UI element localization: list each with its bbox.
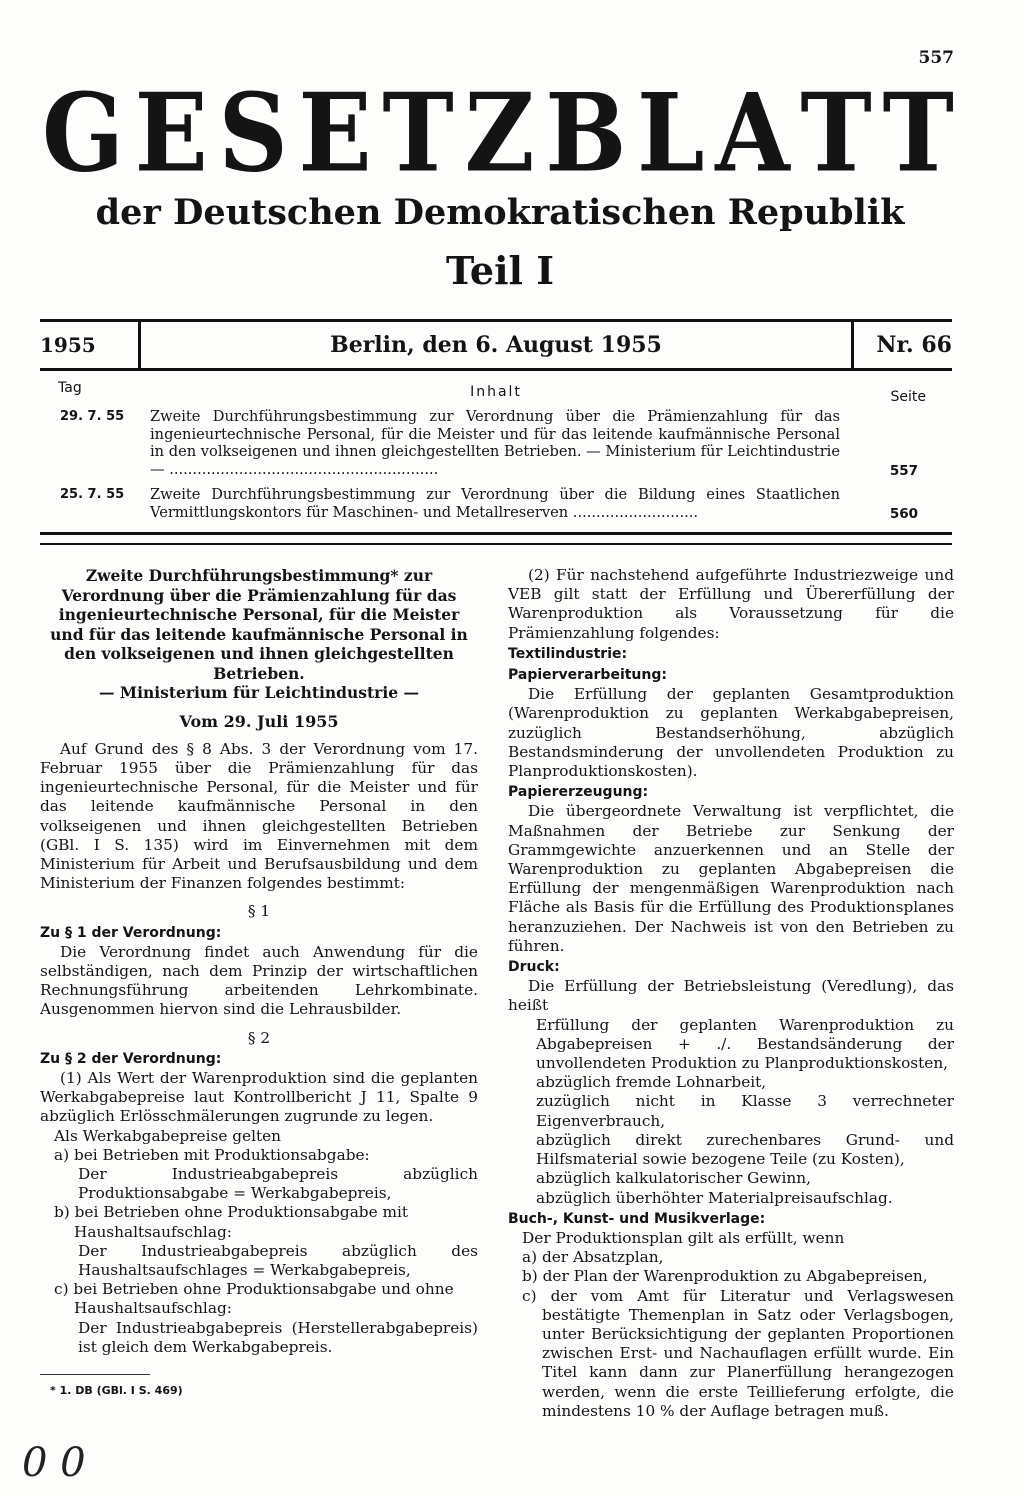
print-list-item: abzüglich überhöhter Materialpreisaufschlag.	[536, 1188, 893, 1207]
toc-entry	[40, 486, 952, 521]
item-b-heading: b) bei Betrieben ohne Produktionsabgabe mit Haushaltsaufschlag:	[54, 1203, 409, 1241]
print-list-item: abzüglich kalkulatorischer Gewinn,	[536, 1169, 811, 1188]
masthead-letter: Z	[464, 69, 535, 197]
paper-production-text: Die übergeordnete Verwaltung ist verpflichtet, die Maßnahmen der Betriebe zur Senkung der Grammgewichte anzuerkennen und an Stelle der Warenproduktion zu geplanten Abgabepreisen die Erfüllung der mengenmäßigen Warenproduktion nach Fläche als Basis für die Erfüllung des Produktionsplanes heranzuziehen. Der Nachweis ist von den Betrieben zu führen.	[508, 802, 954, 955]
paragraph-2: (2) Für nachstehend aufgeführte Industriezweige und VEB gilt statt der Erfüllung und Übererfüllung der Warenproduktion als Voraussetzung für die Prämienzahlung folgendes:	[508, 566, 954, 642]
publishers-item-a: a) der Absatzplan,	[522, 1248, 664, 1267]
section-2-paragraph-1: (1) Als Wert der Warenproduktion sind die geplanten Werkabgabepreise laut Kontrollbericht J 11, Spalte 9 abzüglich Erlösschmälerungen zugrunde zu legen.	[40, 1068, 478, 1126]
toc-entry-page: 557	[889, 462, 918, 479]
item-c-heading: c) bei Betrieben ohne Produktionsabgabe und ohne Haushaltsaufschlag:	[54, 1280, 454, 1318]
issue-place-date: Berlin, den 6. August 1955	[138, 322, 854, 368]
section-1-text: Die Verordnung findet auch Anwendung für die selbständigen, nach dem Prinzip der wirtschaftlichen Rechnungsführung arbeitenden Lehrkombinate. Ausgenommen hiervon sind die Lehrausbilder.	[40, 942, 478, 1019]
toc-entry	[40, 408, 952, 478]
section-2-subheading: Zu § 2 der Verordnung:	[40, 1050, 222, 1067]
toc-contents-label: Inhalt	[470, 384, 522, 400]
masthead-letter: A	[715, 69, 790, 197]
toc-entry-date: 29. 7. 55	[60, 409, 125, 424]
left-column	[40, 566, 478, 1357]
print-list-item: abzüglich fremde Lohnarbeit,	[536, 1073, 767, 1092]
print-heading: Druck:	[508, 959, 560, 976]
toc-entry-page: 560	[889, 505, 918, 522]
masthead-subtitle: der Deutschen Demokratischen Republik	[95, 192, 905, 233]
toc-header	[40, 380, 952, 408]
item-b-text: Der Industrieabgabepreis abzüglich des Haushaltsaufschlages = Werkabgabepreis,	[78, 1241, 478, 1279]
footnote: * 1. DB (GBl. I S. 469)	[50, 1384, 183, 1397]
print-list-item: Erfüllung der geplanten Warenproduktion zu Abgabepreisen + ./. Bestandsänderung der unvollendeten Produktion zu Planproduktionskosten,	[536, 1015, 954, 1073]
toc-day-label: Tag	[58, 380, 82, 396]
toc-entry-text: Zweite Durchführungsbestimmung zur Verordnung über die Prämienzahlung für das ingenieurtechnische Personal, für die Meister und für das leitende kaufmännische Personal in den volkseigenen und ihnen gleichgestellten Betrieben. — Ministerium für Leichtindustrie — ..........................................................	[150, 408, 840, 478]
toc-entry-date: 25. 7. 55	[60, 487, 125, 502]
publishers-text: Der Produktionsplan gilt als erfüllt, wenn	[522, 1228, 845, 1247]
page-number: 557	[918, 48, 954, 68]
publishers-item-b: b) der Plan der Warenproduktion zu Abgabepreisen,	[522, 1267, 928, 1286]
publishers-item-c: c) der vom Amt für Literatur und Verlagswesen bestätigte Themenplan in Satz oder Verlagsbogen, unter Berücksichtigung der geplanten Proportionen zwischen Erst- und Nachauflagen erfüllt wurde. Ein Titel kann dann zur Planerfüllung herangezogen werden, wenn die erste Teillieferung erfolgte, die mindestens 10 % der Auflage betragen muß.	[522, 1286, 954, 1420]
publishers-heading: Buch-, Kunst- und Musikverlage:	[508, 1210, 766, 1227]
masthead-letter: S	[218, 69, 288, 197]
item-a-heading: a) bei Betrieben mit Produktionsabgabe:	[54, 1145, 370, 1164]
masthead-letter: B	[545, 69, 627, 197]
masthead-letter: L	[637, 69, 705, 197]
paper-processing-heading: Papierverarbeitung:	[508, 667, 667, 684]
masthead-letter: E	[298, 69, 372, 197]
paper-production-heading: Papiererzeugung:	[508, 784, 649, 801]
handwritten-mark: 0 0	[22, 1440, 86, 1486]
double-rule-divider	[40, 532, 952, 545]
section-1-heading: § 1	[247, 902, 271, 921]
print-text: Die Erfüllung der Betriebsleistung (Veredlung), das heißt	[508, 977, 954, 1015]
section-2-heading: § 2	[247, 1028, 271, 1047]
masthead-letter: T	[382, 69, 454, 197]
print-list-item: zuzüglich nicht in Klasse 3 verrechneter Eigenverbrauch,	[536, 1092, 954, 1130]
issue-number: Nr. 66	[876, 332, 952, 358]
table-of-contents	[40, 380, 952, 529]
masthead-letter: G	[42, 69, 124, 197]
item-a-text: Der Industrieabgabepreis abzüglich Produktionsabgabe = Werkabgabepreis,	[78, 1164, 478, 1203]
print-list-item: abzüglich direkt zurechenbares Grund- und Hilfsmaterial sowie bezogene Teile (zu Kosten),	[536, 1130, 954, 1169]
toc-entry-text: Zweite Durchführungsbestimmung zur Verordnung über die Bildung eines Staatlichen Vermittlungskontors für Maschinen- und Metallreserven ...........................	[150, 486, 840, 521]
section-1-subheading: Zu § 1 der Verordnung:	[40, 924, 222, 941]
masthead-title	[42, 64, 954, 203]
regulation-date: Vom 29. Juli 1955	[179, 711, 339, 731]
item-c-text: Der Industrieabgabepreis (Herstellerabgabepreis) ist gleich dem Werkabgabepreis.	[78, 1318, 478, 1356]
textile-heading: Textilindustrie:	[508, 645, 628, 662]
paper-processing-text: Die Erfüllung der geplanten Gesamtproduktion (Warenproduktion zu geplanten Werkabgabepreisen, zuzüglich Bestandserhöhung, abzüglich Bestandsminderung der unvollendeten Produktion zu Planproduktionskosten).	[508, 685, 954, 781]
issue-year: 1955	[40, 333, 96, 357]
masthead-letter: T	[882, 69, 954, 197]
masthead-letter: T	[800, 69, 872, 197]
masthead-letter: E	[134, 69, 208, 197]
masthead-part: Teil I	[446, 248, 554, 293]
regulation-ministry: — Ministerium für Leichtindustrie —	[99, 683, 419, 702]
issue-bar	[40, 319, 952, 371]
preamble-paragraph: Auf Grund des § 8 Abs. 3 der Verordnung vom 17. Februar 1955 über die Prämienzahlung für das ingenieurtechnische Personal, für die Meister und für das leitende kaufmännische Personal in den volkseigenen und ihnen gleichgestellten Betrieben (GBl. I S. 135) wird im Einvernehmen mit dem Ministerium für Arbeit und Berufsausbildung und dem Ministerium der Finanzen folgendes bestimmt:	[40, 739, 478, 893]
footnote-rule	[40, 1374, 150, 1375]
toc-page-label: Seite	[890, 389, 926, 405]
right-column	[508, 566, 954, 1421]
regulation-title: Zweite Durchführungsbestimmung* zur Verordnung über die Prämienzahlung für das ingenieurtechnische Personal, für die Meister und für das leitende kaufmännische Personal in den volkseigenen und ihnen gleichgestellten Betrieben.	[50, 566, 468, 683]
section-2-lead: Als Werkabgabepreise gelten	[54, 1126, 282, 1145]
